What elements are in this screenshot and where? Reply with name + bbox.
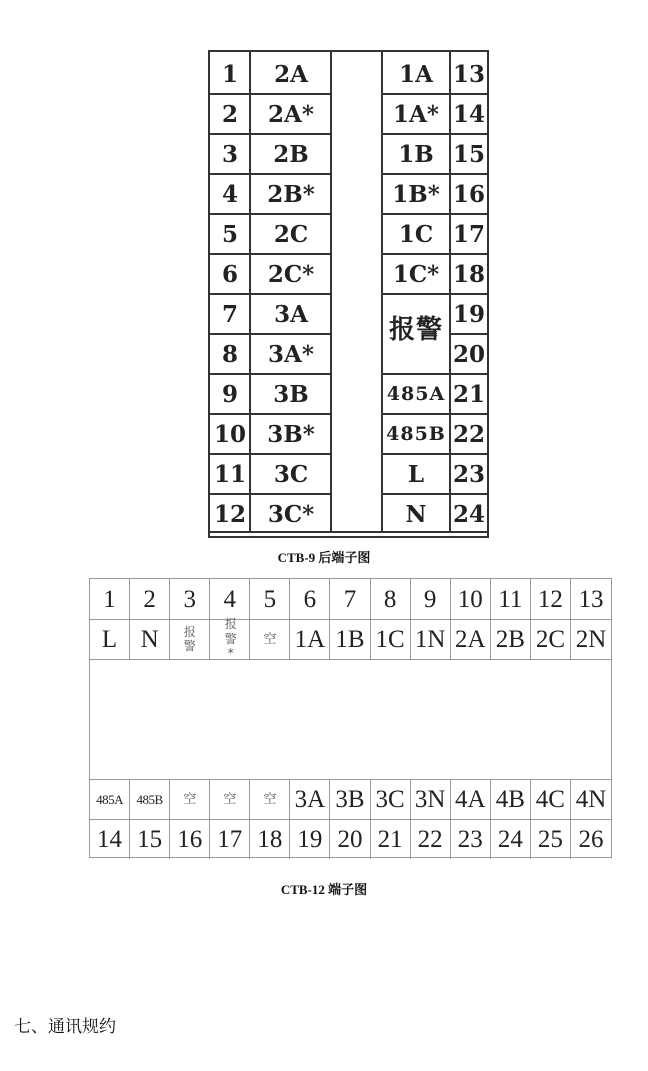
terminal-number: 1 bbox=[221, 60, 238, 88]
terminal-label: 4A bbox=[451, 779, 491, 819]
terminal-label: 4B bbox=[491, 779, 531, 819]
terminal-number: 13 bbox=[578, 585, 604, 613]
table-row-bottom-labels bbox=[90, 779, 611, 819]
terminal-label: 485A bbox=[90, 779, 130, 819]
terminal-label: 空 bbox=[250, 779, 290, 819]
terminal-number: 10 bbox=[213, 420, 246, 448]
terminal-label-alarm: 报警 bbox=[388, 314, 443, 345]
terminal-number: 18 bbox=[452, 260, 485, 288]
terminal-number: 17 bbox=[210, 819, 250, 859]
terminal-label: 3C bbox=[371, 779, 411, 819]
terminal-label: 3C bbox=[273, 460, 309, 488]
terminal-label: 2B bbox=[491, 619, 531, 659]
terminal-label: 2N bbox=[575, 625, 607, 653]
table-row-top-numbers bbox=[90, 579, 611, 619]
terminal-label: 3C* bbox=[267, 500, 315, 528]
terminal-label: 3A bbox=[274, 300, 308, 328]
terminal-number: 4 bbox=[210, 579, 250, 619]
terminal-number: 23 bbox=[452, 460, 485, 488]
terminal-number: 9 bbox=[411, 579, 451, 619]
table-row-bottom-numbers bbox=[90, 819, 611, 859]
terminal-label: 1B bbox=[398, 140, 434, 168]
terminal-label: 4C bbox=[531, 779, 571, 819]
terminal-label: 1B bbox=[330, 619, 370, 659]
terminal-label: 1C* bbox=[392, 260, 440, 288]
terminal-number: 11 bbox=[491, 579, 531, 619]
terminal-label: 空 bbox=[250, 619, 290, 659]
terminal-label: 3A* bbox=[268, 340, 314, 368]
terminal-label: 3N bbox=[411, 779, 451, 819]
terminal-number: 15 bbox=[452, 140, 485, 168]
terminal-label: 485B bbox=[386, 423, 446, 445]
terminal-number: 17 bbox=[452, 220, 485, 248]
terminal-number: 8 bbox=[371, 579, 411, 619]
terminal-number: 9 bbox=[221, 380, 238, 408]
terminal-number: 5 bbox=[250, 579, 290, 619]
terminal-label: 1C bbox=[371, 619, 411, 659]
terminal-number: 7 bbox=[221, 300, 238, 328]
table-row-top-labels bbox=[90, 619, 611, 659]
terminal-number: 26 bbox=[578, 825, 604, 853]
terminal-label: L bbox=[407, 460, 425, 488]
terminal-number: 21 bbox=[371, 819, 411, 859]
terminal-label: 4N bbox=[575, 785, 607, 813]
terminal-number: 16 bbox=[452, 180, 485, 208]
terminal-label: 3B bbox=[330, 779, 370, 819]
terminal-number: 8 bbox=[221, 340, 238, 368]
terminal-number: 19 bbox=[290, 819, 330, 859]
terminal-label: 1C bbox=[398, 220, 434, 248]
terminal-label: 1A* bbox=[393, 100, 439, 128]
terminal-label: 2C* bbox=[267, 260, 315, 288]
terminal-number: 12 bbox=[531, 579, 571, 619]
terminal-number: 22 bbox=[452, 420, 485, 448]
terminal-label: N bbox=[405, 500, 427, 528]
terminal-number: 22 bbox=[411, 819, 451, 859]
terminal-label: 3B* bbox=[267, 420, 315, 448]
terminal-number: 21 bbox=[452, 380, 485, 408]
terminal-number: 14 bbox=[90, 819, 130, 859]
terminal-number: 13 bbox=[452, 60, 485, 88]
terminal-number: 6 bbox=[221, 260, 238, 288]
terminal-number: 11 bbox=[213, 460, 246, 488]
terminal-label: 报警* bbox=[210, 619, 250, 659]
terminal-label: L bbox=[90, 619, 130, 659]
terminal-label: 2C bbox=[531, 619, 571, 659]
terminal-number: 2 bbox=[221, 100, 238, 128]
terminal-label: 报警 bbox=[170, 619, 210, 659]
terminal-label: 2B* bbox=[267, 180, 315, 208]
terminal-number: 12 bbox=[213, 500, 246, 528]
ctb12-terminal-table bbox=[89, 578, 612, 858]
ctb9-caption: CTB-9 后端子图 bbox=[277, 550, 371, 565]
terminal-label: 2A* bbox=[268, 100, 314, 128]
terminal-label: 3A bbox=[290, 779, 330, 819]
terminal-label: 2A bbox=[274, 60, 308, 88]
terminal-number: 16 bbox=[170, 819, 210, 859]
ctb12-caption: CTB-12 端子图 bbox=[280, 882, 368, 897]
terminal-number: 6 bbox=[290, 579, 330, 619]
terminal-number: 25 bbox=[531, 819, 571, 859]
terminal-number: 10 bbox=[451, 579, 491, 619]
terminal-label: 1A bbox=[290, 619, 330, 659]
terminal-number: 18 bbox=[250, 819, 290, 859]
terminal-label: 1A bbox=[399, 60, 433, 88]
terminal-number: 24 bbox=[452, 500, 485, 528]
terminal-label: 1N bbox=[411, 619, 451, 659]
device-body-area bbox=[90, 659, 611, 779]
terminal-number: 7 bbox=[330, 579, 370, 619]
terminal-label: 空 bbox=[210, 779, 250, 819]
terminal-number: 3 bbox=[170, 579, 210, 619]
terminal-label: 2A bbox=[451, 619, 491, 659]
terminal-number: 1 bbox=[90, 579, 130, 619]
terminal-number: 19 bbox=[452, 300, 485, 328]
terminal-number: 5 bbox=[221, 220, 238, 248]
terminal-label: 1B* bbox=[392, 180, 440, 208]
terminal-number: 2 bbox=[130, 579, 170, 619]
terminal-number: 3 bbox=[221, 140, 238, 168]
terminal-label: 空 bbox=[170, 779, 210, 819]
terminal-label: 2C bbox=[273, 220, 309, 248]
terminal-number: 23 bbox=[451, 819, 491, 859]
terminal-number: 14 bbox=[452, 100, 485, 128]
terminal-label: 3B bbox=[273, 380, 309, 408]
terminal-label: 485B bbox=[130, 779, 170, 819]
terminal-number: 4 bbox=[221, 180, 238, 208]
terminal-number: 15 bbox=[130, 819, 170, 859]
terminal-label: 2B bbox=[273, 140, 309, 168]
section-heading: 七、通讯规约 bbox=[14, 1017, 116, 1037]
ctb9-terminal-diagram bbox=[208, 50, 489, 538]
terminal-label: N bbox=[130, 619, 170, 659]
terminal-number: 20 bbox=[452, 340, 485, 368]
terminal-label: 485A bbox=[386, 383, 446, 405]
terminal-number: 20 bbox=[330, 819, 370, 859]
terminal-number: 24 bbox=[491, 819, 531, 859]
